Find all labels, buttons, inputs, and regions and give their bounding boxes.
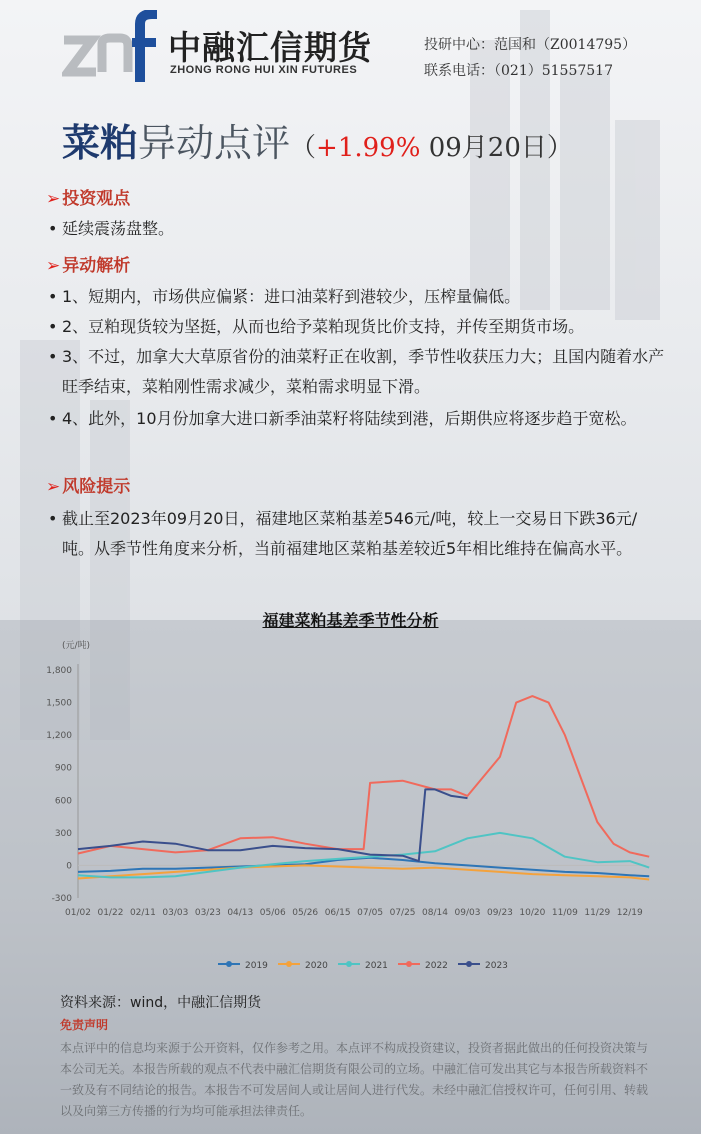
y-tick-label: 1,800 bbox=[46, 666, 72, 676]
series-line-2023 bbox=[78, 789, 468, 861]
y-tick-label: 300 bbox=[54, 828, 72, 839]
contact-phone: 联系电话：（021）51557517 bbox=[424, 63, 613, 79]
x-tick-label: 10/20 bbox=[519, 908, 546, 918]
company-logo-mark bbox=[62, 10, 157, 82]
arrow-icon: ➢ bbox=[46, 256, 61, 276]
x-tick-label: 04/13 bbox=[227, 908, 254, 918]
legend-marker-2020 bbox=[286, 961, 292, 967]
legend-label-2021: 2021 bbox=[365, 961, 388, 971]
legend-marker-2019 bbox=[226, 961, 232, 967]
source-note: 资料来源：wind，中融汇信期货 bbox=[60, 995, 262, 1011]
x-tick-label: 01/02 bbox=[65, 908, 91, 918]
x-tick-label: 05/26 bbox=[292, 908, 319, 918]
list-item: • 3、不过，加拿大大草原省份的油菜籽正在收割，季节性收获压力大；且国内随着水产旺季结束，菜粕刚性需求减少，菜粕需求明显下滑。 bbox=[48, 347, 665, 396]
x-tick-label: 01/22 bbox=[97, 908, 124, 918]
x-tick-label: 05/06 bbox=[259, 908, 286, 918]
x-tick-label: 03/23 bbox=[194, 908, 221, 918]
company-name-en: ZHONG RONG HUI XIN FUTURES bbox=[170, 64, 358, 76]
x-tick-label: 12/19 bbox=[616, 908, 643, 918]
disclaimer-body: 本点评中的信息均来源于公开资料，仅作参考之用。本点评不构成投资建议，投资者据此做出的任何投资决策与本公司无关。本报告所载的观点不代表中融汇信期货有限公司的立场。中融汇信可发出其它与本报告所载资料不一致及有不同结论的报告。本报告不可发居间人或让居间人进行代发。未经中融汇信授权许可，任何引用、转载以及向第三方传播的行为均可能承担法律责任。 bbox=[60, 1041, 649, 1118]
chart-title: 福建菜粕基差季节性分析 bbox=[262, 611, 439, 630]
y-tick-label: 0 bbox=[66, 861, 72, 872]
x-tick-label: 09/23 bbox=[486, 908, 513, 918]
legend-marker-2021 bbox=[346, 961, 352, 967]
title-paren: （ bbox=[290, 133, 317, 163]
legend-label-2020: 2020 bbox=[305, 961, 328, 971]
section-head-risk: ➢ 风险提示 bbox=[46, 477, 131, 497]
legend-label-2023: 2023 bbox=[485, 961, 508, 971]
x-tick-label: 07/05 bbox=[357, 908, 384, 918]
legend-marker-2023 bbox=[466, 961, 472, 967]
list-item: • 延续震荡盘整。 bbox=[48, 219, 175, 238]
legend-label-2019: 2019 bbox=[245, 961, 268, 971]
y-tick-label: 600 bbox=[54, 796, 72, 807]
legend-label-2022: 2022 bbox=[425, 961, 448, 971]
x-tick-label: 06/15 bbox=[324, 908, 351, 918]
basis-seasonal-chart bbox=[40, 632, 660, 982]
list-item: • 1、短期内，市场供应偏紧：进口油菜籽到港较少，压榨量偏低。 bbox=[48, 287, 521, 306]
x-tick-label: 07/25 bbox=[389, 908, 416, 918]
disclaimer-head: 免责声明 bbox=[60, 1018, 109, 1032]
series-line-2022 bbox=[78, 696, 649, 857]
contact-researcher: 投研中心：范国和（Z0014795） bbox=[424, 37, 637, 53]
y-tick-label: 1,500 bbox=[46, 698, 72, 709]
x-tick-label: 09/03 bbox=[454, 908, 481, 918]
header bbox=[0, 0, 701, 100]
section-head-view: ➢ 投资观点 bbox=[46, 189, 131, 209]
title-date: 09月20日） bbox=[420, 133, 573, 163]
x-tick-label: 11/29 bbox=[584, 908, 611, 918]
x-tick-label: 08/14 bbox=[422, 908, 448, 918]
title-change-pct: +1.99% bbox=[316, 133, 421, 163]
title-product: 菜粕 bbox=[62, 120, 139, 165]
list-item: • 截止至2023年09月20日，福建地区菜粕基差546元/吨，较上一交易日下跌36元/吨。从季节性角度来分析，当前福建地区菜粕基差较近5年相比维持在偏高水平。 bbox=[48, 509, 638, 558]
arrow-icon: ➢ bbox=[46, 189, 61, 209]
section-head-analysis: ➢ 异动解析 bbox=[46, 256, 131, 276]
y-axis-unit: (元/吨) bbox=[62, 641, 91, 651]
y-tick-label: 900 bbox=[54, 763, 72, 774]
title-subject: 异动点评 bbox=[138, 121, 291, 165]
list-item: • 4、此外，10月份加拿大进口新季油菜籽将陆续到港，后期供应将逐步趋于宽松。 bbox=[48, 409, 637, 428]
arrow-icon: ➢ bbox=[46, 477, 61, 497]
y-tick-label: -300 bbox=[51, 894, 72, 904]
x-tick-label: 02/11 bbox=[129, 908, 156, 918]
list-item: • 2、豆粕现货较为坚挺，从而也给予菜粕现货比价支持，并传至期货市场。 bbox=[48, 317, 585, 336]
x-tick-label: 03/03 bbox=[162, 908, 189, 918]
page-title bbox=[62, 112, 573, 167]
y-tick-label: 1,200 bbox=[46, 731, 72, 742]
x-tick-label: 11/09 bbox=[551, 908, 578, 918]
legend-marker-2022 bbox=[406, 961, 412, 967]
company-name-cn: 中融汇信期货 bbox=[168, 28, 372, 67]
